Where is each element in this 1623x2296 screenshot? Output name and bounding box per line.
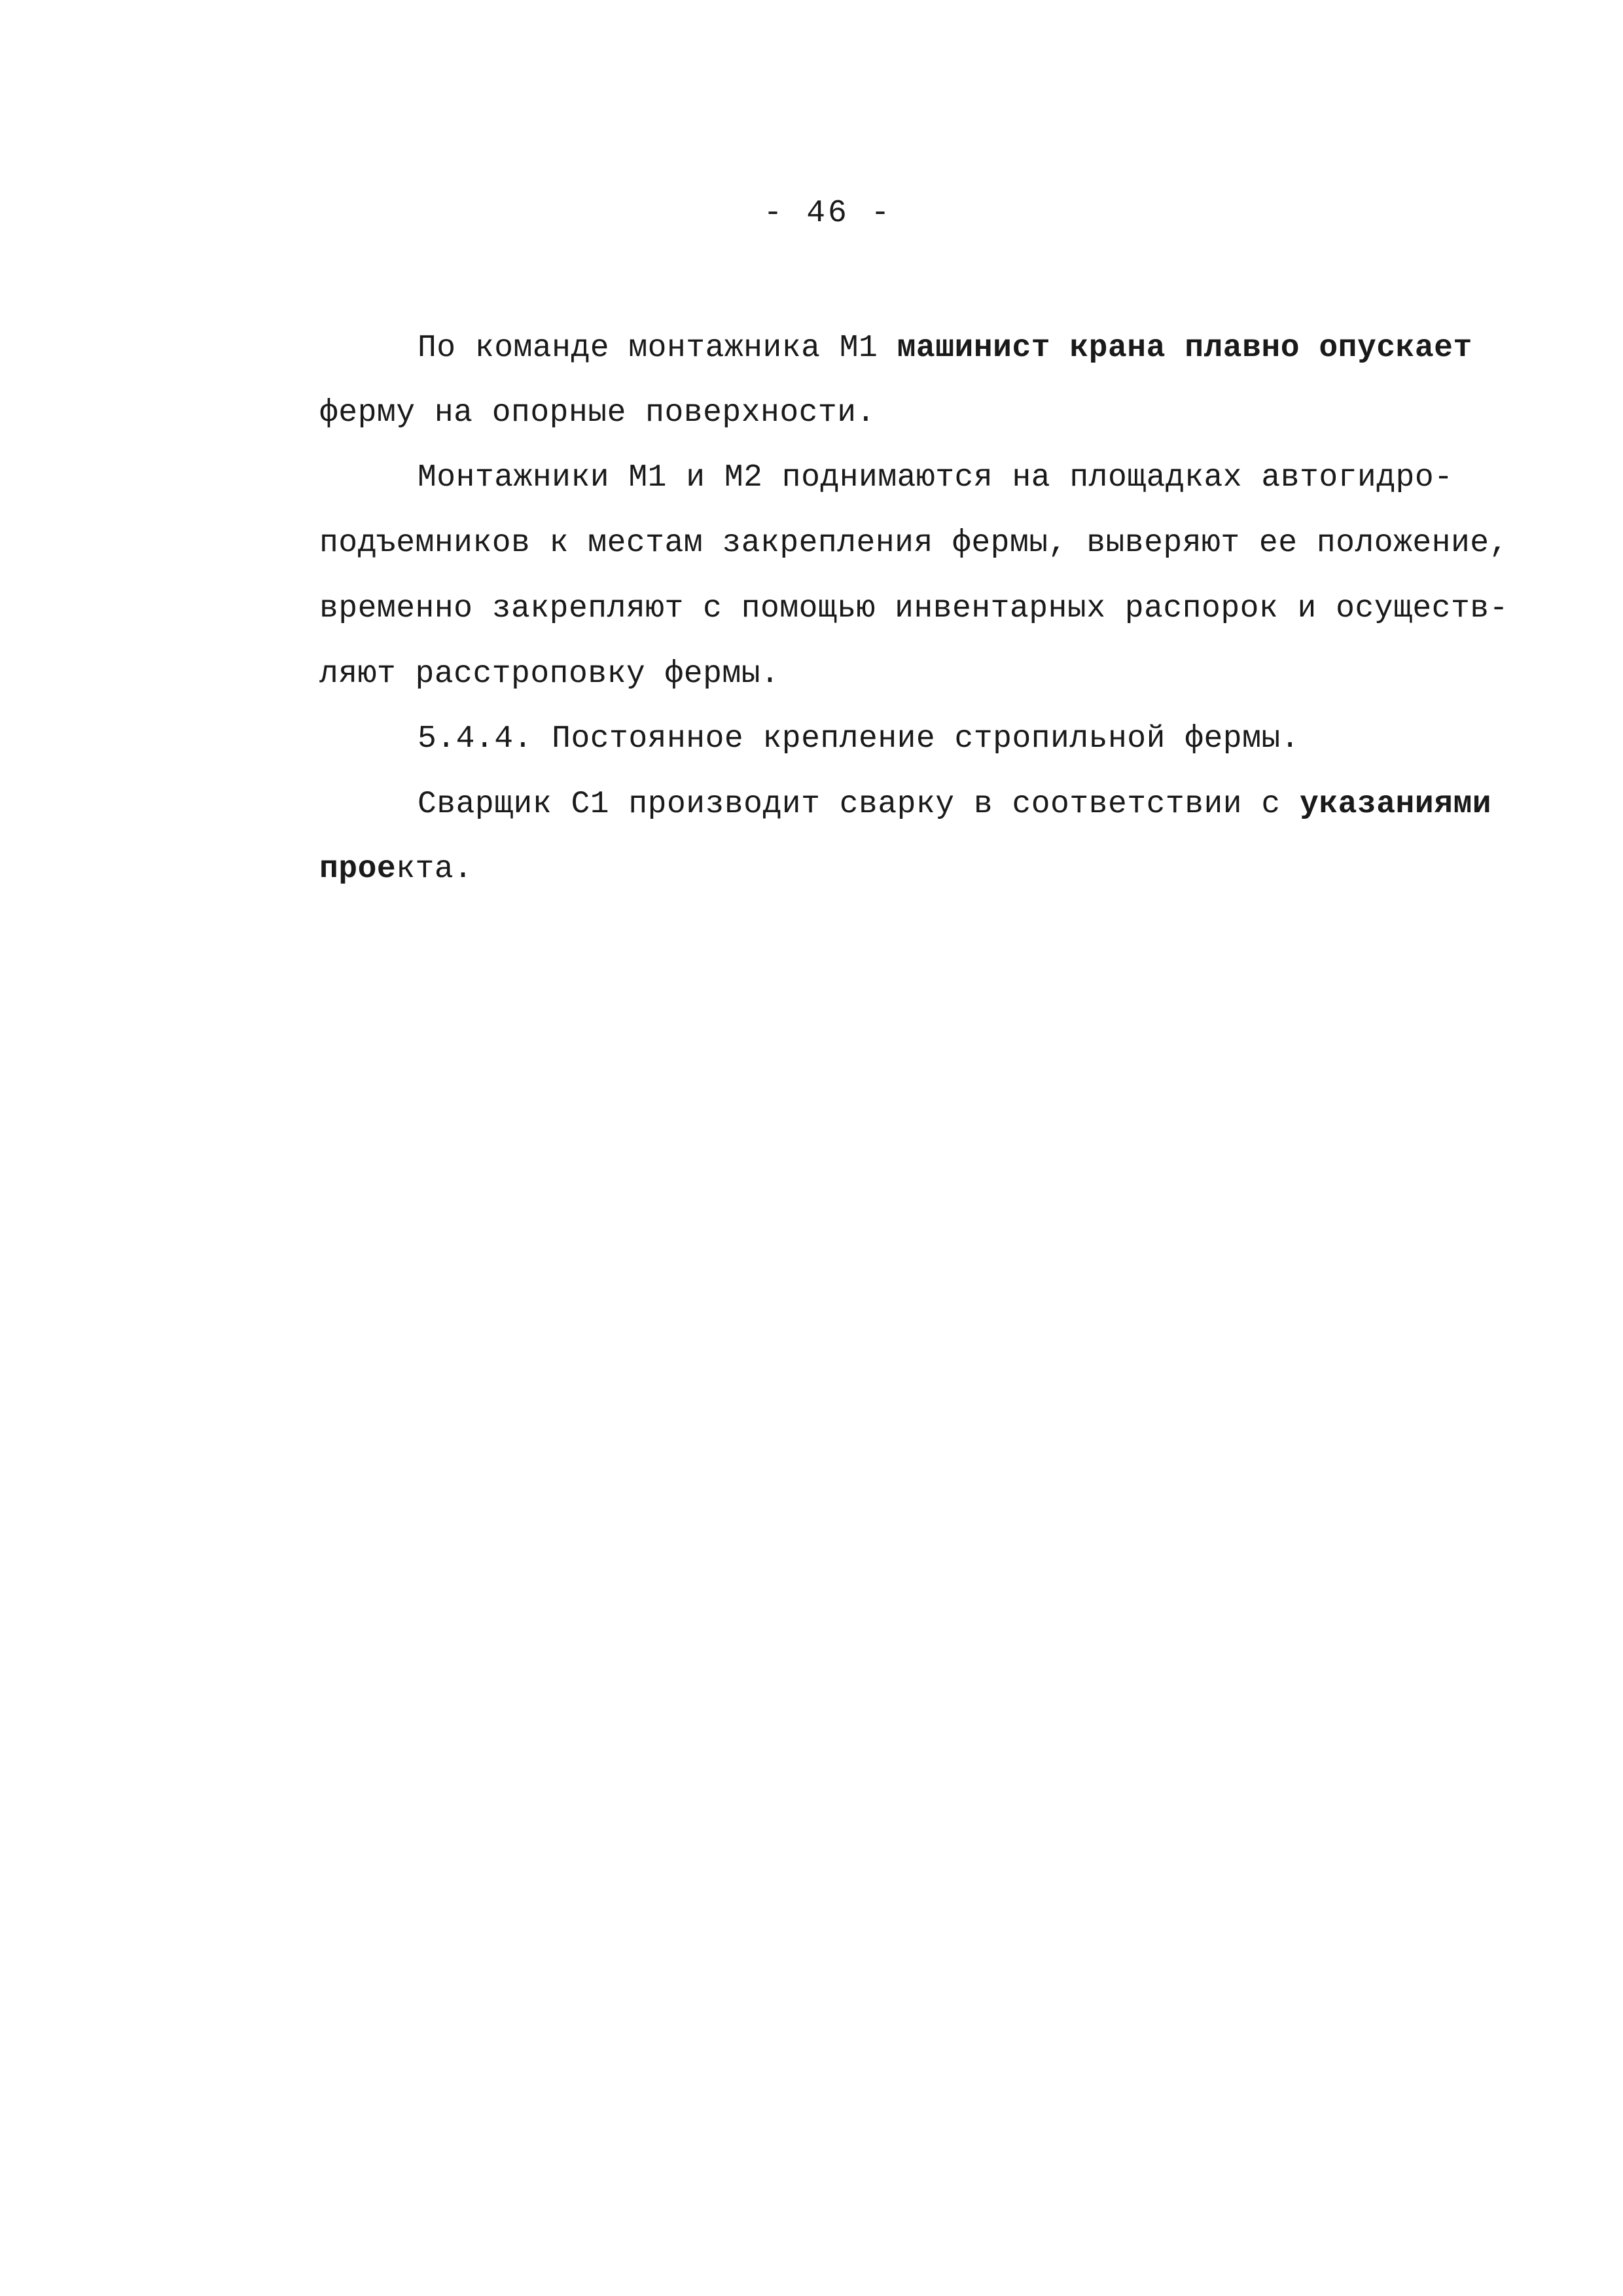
paragraph-2-line-4 bbox=[319, 655, 779, 694]
text-run-bold: указаниями bbox=[1300, 787, 1492, 822]
text-run: 5.4.4. Постоянное крепление стропильной фермы. bbox=[418, 721, 1300, 757]
page-number: - 46 - bbox=[763, 196, 893, 231]
section-heading-5-4-4 bbox=[418, 719, 1300, 759]
text-run: ферму на опорные поверхности. bbox=[319, 395, 876, 431]
paragraph-1-line-1 bbox=[418, 329, 1472, 368]
text-run: Сварщик С1 производит сварку в соответствии с bbox=[418, 787, 1300, 822]
text-run: временно закрепляют с помощью инвентарных распорок и осуществ- bbox=[319, 591, 1508, 626]
text-run: кта. bbox=[396, 852, 473, 887]
text-run-bold: прое bbox=[319, 852, 397, 887]
paragraph-2-line-3 bbox=[319, 589, 1508, 628]
text-run: подъемников к местам закрепления фермы, выверяют ее положение, bbox=[319, 526, 1508, 561]
text-run: ляют расстроповку фермы. bbox=[319, 656, 780, 692]
text-run-bold: машинист крана плавно опускает bbox=[897, 331, 1472, 366]
paragraph-2-line-1 bbox=[418, 458, 1453, 497]
paragraph-2-line-2 bbox=[319, 524, 1508, 563]
text-run: По команде монтажника М1 bbox=[418, 331, 897, 366]
paragraph-4-line-2 bbox=[319, 850, 473, 889]
paragraph-4-line-1 bbox=[418, 785, 1491, 824]
paragraph-1-line-2 bbox=[319, 393, 876, 433]
text-run: Монтажники М1 и М2 поднимаются на площадках автогидро- bbox=[418, 460, 1454, 495]
